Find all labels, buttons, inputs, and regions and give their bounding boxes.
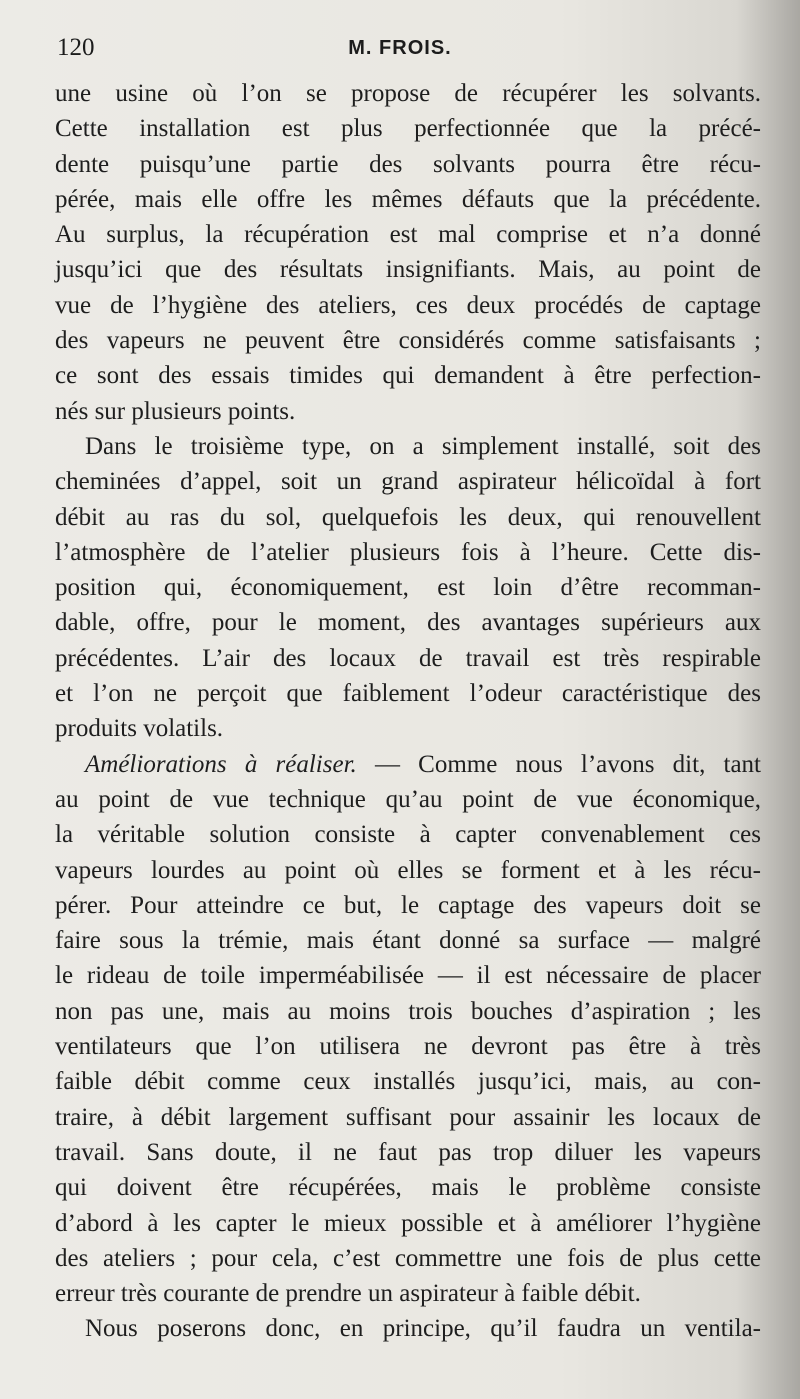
text-line: une usine où l’on se propose de récupérer les solvants.: [55, 80, 761, 107]
text-line: faible débit comme ceux installés jusqu’ici, mais, au con-: [55, 1068, 761, 1096]
text-line: produits volatils.: [55, 715, 224, 743]
text-line: non pas une, mais au moins trois bouches d’aspiration ; les: [55, 997, 761, 1025]
text-line: qui doivent être récupérées, mais le problème consiste: [55, 1174, 761, 1202]
text-line: l’atmosphère de l’atelier plusieurs fois à l’heure. Cette dis-: [55, 538, 761, 566]
text-line: précédentes. L’air des locaux de travail est très respirable: [55, 644, 761, 672]
text-line: des vapeurs ne peuvent être considérés comme satisfaisants ;: [55, 327, 761, 355]
text-line: le rideau de toile imperméabilisée — il est nécessaire de placer: [55, 962, 761, 990]
paragraph-start-line: Nous poserons donc, en principe, qu’il faudra un ventila-: [85, 1315, 761, 1343]
text-line: cheminées d’appel, soit un grand aspirateur hélicoïdal à fort: [55, 468, 761, 496]
text-line: faire sous la trémie, mais étant donné sa surface — malgré: [55, 927, 761, 955]
text-line: Cette installation est plus perfectionnée que la précé-: [55, 115, 761, 143]
text-line: position qui, économiquement, est loin d’être recomman-: [55, 574, 761, 602]
text-line: la véritable solution consiste à capter convenablement ces: [55, 821, 761, 849]
text-line: jusqu’ici que des résultats insignifiants. Mais, au point de: [55, 256, 761, 284]
page-number: 120: [57, 34, 95, 61]
text-line: traire, à débit largement suffisant pour assainir les locaux de: [55, 1103, 761, 1131]
text-line: dente puisqu’une partie des solvants pourra être récu-: [55, 150, 761, 178]
text-line: débit au ras du sol, quelquefois les deux, qui renouvellent: [55, 503, 761, 531]
text-line: vue de l’hygiène des ateliers, ces deux procédés de captage: [55, 291, 761, 319]
text-line: nés sur plusieurs points.: [55, 397, 296, 425]
text-line: ce sont des essais timides qui demandent à être perfection-: [55, 362, 761, 390]
text-line: et l’on ne perçoit que faiblement l’odeur caractéristique des: [55, 680, 761, 708]
text-line: ventilateurs que l’on utilisera ne devront pas être à très: [55, 1033, 761, 1061]
text-line: pérer. Pour atteindre ce but, le captage des vapeurs doit se: [55, 891, 761, 919]
page-header: [0, 34, 800, 68]
text-line: dable, offre, pour le moment, des avantages supérieurs aux: [55, 609, 761, 637]
section-heading-line: [55, 747, 761, 782]
running-head: M. FROIS.: [348, 37, 452, 59]
text-line: — Comme nous l’avons dit, tant: [374, 750, 761, 778]
section-heading: Améliorations à réaliser.: [85, 750, 357, 778]
text-line: vapeurs lourdes au point où elles se forment et à les récu-: [55, 856, 761, 884]
text-line: d’abord à les capter le mieux possible et à améliorer l’hygiène: [55, 1209, 761, 1237]
text-line: pérée, mais elle offre les mêmes défauts que la précédente.: [55, 185, 761, 213]
text-line: travail. Sans doute, il ne faut pas trop diluer les vapeurs: [55, 1138, 761, 1166]
text-line: erreur très courante de prendre un aspirateur à faible débit.: [55, 1280, 641, 1308]
text-line: des ateliers ; pour cela, c’est commettre une fois de plus cette: [55, 1244, 761, 1272]
text-line: au point de vue technique qu’au point de vue économique,: [55, 785, 761, 813]
paragraph-start-line: Dans le troisième type, on a simplement installé, soit des: [85, 432, 761, 460]
body-text: [55, 76, 761, 1347]
text-line: Au surplus, la récupération est mal comprise et n’a donné: [55, 221, 761, 249]
